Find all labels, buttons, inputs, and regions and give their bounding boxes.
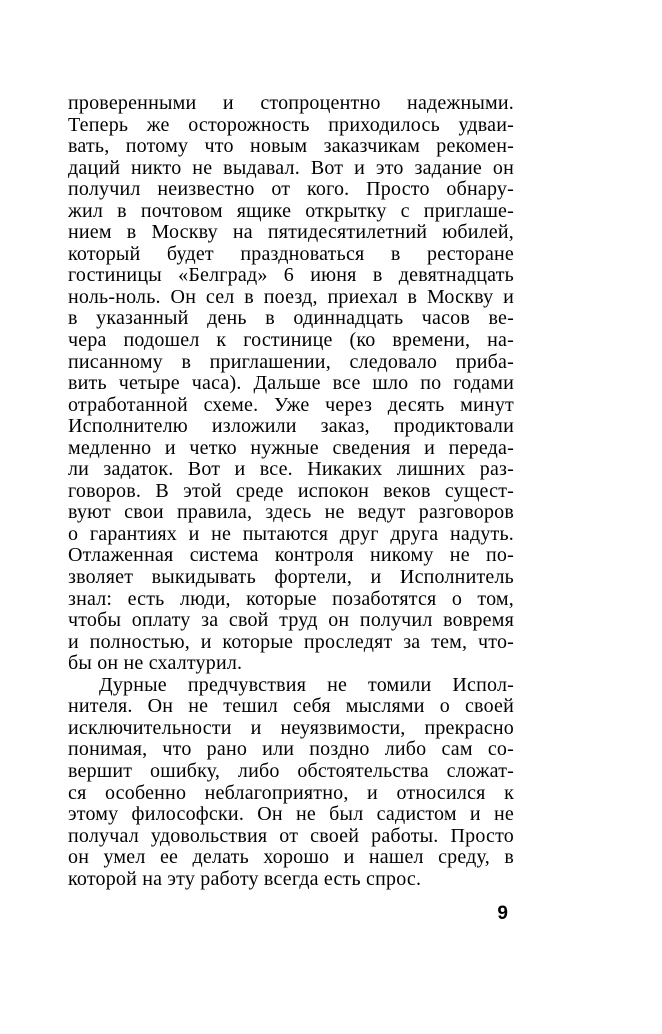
text-line: исключительности и неуязвимости, прекрасно: [68, 716, 514, 739]
text-line: проверенными и стопроцентно надежными.: [68, 92, 514, 114]
text-line: нителя. Он не тешил себя мыслями о своей: [68, 695, 514, 718]
text-line: о гарантиях и не пытаются друг друга надуть.: [68, 522, 514, 545]
text-line: зволяет выкидывать фортели, и Исполнитель: [68, 566, 514, 589]
page-number: 9: [497, 903, 508, 924]
text-line: жил в почтовом ящике открытку с приглаше-: [68, 199, 514, 222]
text-line: получил неизвестно от кого. Просто обнару-: [68, 178, 514, 201]
text-line: чера подошел к гостинице (ко времени, на-: [68, 329, 514, 352]
text-line: вить четыре часа). Дальше все шло по годами: [68, 372, 514, 395]
text-line: этому философски. Он не был садистом и не: [68, 803, 514, 826]
text-line: отработанной схеме. Уже через десять минут: [68, 393, 514, 416]
text-line: Отлаженная система контроля никому не по-: [68, 544, 514, 567]
text-line: нием в Москву на пятидесятилетний юбилей,: [68, 221, 514, 244]
text-line: Теперь же осторожность приходилось удваи-: [68, 113, 514, 136]
text-line: вершит ошибку, либо обстоятельства сложат-: [68, 759, 514, 782]
text-line: бы он не схалтурил.: [68, 652, 243, 675]
text-line: писанному в приглашении, следовало приба-: [68, 350, 514, 373]
text-line: ноль-ноль. Он сел в поезд, приехал в Москву и: [68, 285, 514, 308]
paragraph: [68, 675, 514, 890]
text-line: вуют свои правила, здесь не ведут разговоров: [68, 501, 514, 524]
text-line: вать, потому что новым заказчикам рекомен-: [68, 135, 514, 158]
text-line: ся особенно неблагоприятно, и относился к: [68, 781, 514, 804]
text-line: понимая, что рано или поздно либо сам со-: [68, 738, 514, 761]
text-line: которой на эту работу всегда есть спрос.: [68, 867, 422, 890]
text-line: Дурные предчувствия не томили Испол-: [99, 673, 514, 696]
text-line: в указанный день в одиннадцать часов ве-: [68, 307, 514, 330]
text-line: медленно и четко нужные сведения и переда-: [68, 436, 514, 459]
text-line: который будет праздноваться в ресторане: [68, 242, 514, 265]
page-text: [68, 93, 514, 890]
text-line: ли задаток. Вот и все. Никаких лишних раз-: [68, 458, 514, 481]
text-line: получал удовольствия от своей работы. Просто: [68, 824, 514, 847]
text-line: чтобы оплату за свой труд он получил вовремя: [68, 609, 514, 632]
text-line: гостиницы «Белград» 6 июня в девятнадцать: [68, 264, 514, 287]
text-line: Исполнителю изложили заказ, продиктовали: [68, 415, 514, 438]
folio-row: [68, 893, 514, 925]
paragraph: [68, 93, 514, 675]
text-line: он умел ее делать хорошо и нашел среду, в: [68, 846, 514, 869]
text-line: даций никто не выдавал. Вот и это задание он: [68, 156, 514, 179]
text-line: говоров. В этой среде испокон веков сущест-: [68, 479, 514, 502]
text-line: и полностью, и которые проследят за тем, что-: [68, 630, 514, 653]
text-line: знал: есть люди, которые позаботятся о том,: [68, 587, 514, 610]
